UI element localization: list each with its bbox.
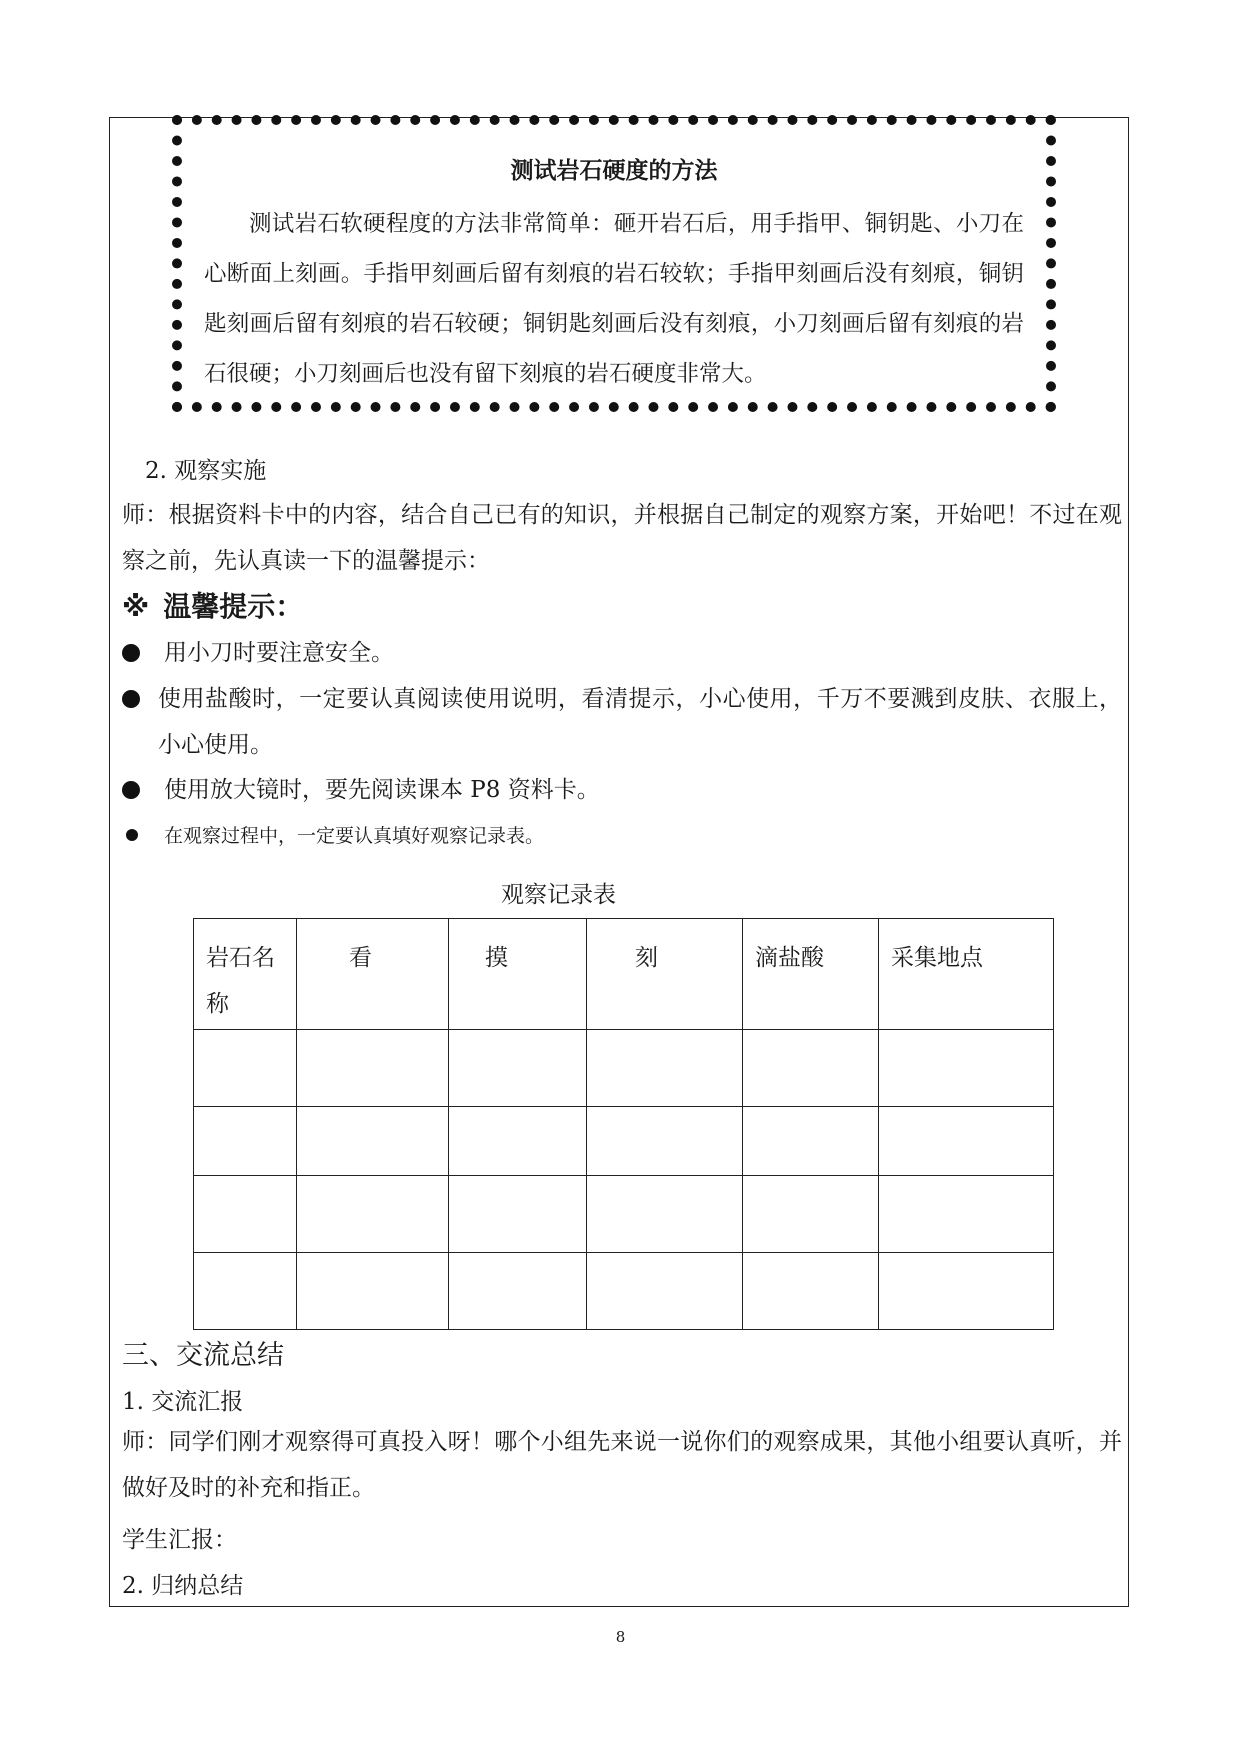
tips-title	[122, 585, 303, 625]
bullet-icon	[122, 781, 140, 799]
table-cell[interactable]	[449, 1030, 587, 1107]
header-location: 采集地点	[891, 945, 983, 971]
info-card	[172, 115, 1056, 412]
header-cell	[297, 919, 449, 1030]
header-cell	[587, 919, 743, 1030]
table-row	[194, 1176, 1054, 1253]
table-cell[interactable]	[743, 1253, 879, 1330]
table-cell[interactable]	[879, 1030, 1054, 1107]
header-cell	[449, 919, 587, 1030]
table-cell[interactable]	[297, 1253, 449, 1330]
bullet-icon	[122, 690, 140, 708]
table-cell[interactable]	[194, 1176, 297, 1253]
summary-teacher-text: 师：同学们刚才观察得可真投入呀！哪个小组先来说一说你们的观察成果，其他小组要认真听，并做好及时的补充和指正。	[122, 1429, 1122, 1501]
table-cell[interactable]	[194, 1107, 297, 1176]
tip-item-text: 使用盐酸时，一定要认真阅读使用说明，看清提示，小心使用，千万不要溅到皮肤、衣服上，小心使用。	[158, 686, 1122, 758]
table-row	[194, 1107, 1054, 1176]
table-cell[interactable]	[297, 1176, 449, 1253]
bullet-icon	[122, 644, 140, 662]
table-cell[interactable]	[449, 1253, 587, 1330]
header-rock-name: 岩石名称	[206, 945, 275, 1017]
header-cell	[194, 919, 297, 1030]
tip-item-text: 使用放大镜时，要先阅读课本 P8 资料卡。	[164, 777, 600, 803]
header-scratch: 刻	[635, 945, 658, 971]
table-cell[interactable]	[587, 1253, 743, 1330]
table-cell[interactable]	[449, 1107, 587, 1176]
section-heading-summary: 三、交流总结	[122, 1340, 284, 1371]
header-cell	[879, 919, 1054, 1030]
observe-heading: 2. 观察实施	[145, 458, 267, 484]
sub-heading-report: 1. 交流汇报	[122, 1389, 244, 1415]
table-row	[194, 1253, 1054, 1330]
table-cell[interactable]	[587, 1176, 743, 1253]
student-report-label: 学生汇报：	[122, 1527, 237, 1553]
info-card-body: 测试岩石软硬程度的方法非常简单：砸开岩石后，用手指甲、铜钥匙、小刀在心断面上刻画。手指甲刻画后留有刻痕的岩石较软；手指甲刻画后没有刻痕，铜钥匙刻画后留有刻痕的岩石较硬；铜钥匙刻画后没有刻痕，小刀刻画后留有刻痕的岩石很硬；小刀刻画后也没有留下刻痕的岩石硬度非常大。	[204, 211, 1024, 387]
header-acid: 滴盐酸	[755, 945, 824, 971]
observation-record-table	[193, 918, 1054, 1330]
observe-teacher-text: 师：根据资料卡中的内容，结合自己已有的知识，并根据自己制定的观察方案，开始吧！不过在观察之前，先认真读一下的温馨提示：	[122, 502, 1122, 574]
table-cell[interactable]	[587, 1107, 743, 1176]
table-cell[interactable]	[297, 1030, 449, 1107]
table-cell[interactable]	[587, 1030, 743, 1107]
table-cell[interactable]	[743, 1030, 879, 1107]
table-row	[194, 1030, 1054, 1107]
table-cell[interactable]	[297, 1107, 449, 1176]
table-cell[interactable]	[743, 1107, 879, 1176]
reference-mark-icon: ※	[122, 590, 150, 623]
tips-title-label: 温馨提示：	[163, 590, 304, 623]
table-cell[interactable]	[194, 1253, 297, 1330]
table-cell[interactable]	[194, 1030, 297, 1107]
bullet-icon	[126, 829, 138, 841]
page-number: 8	[615, 1628, 626, 1646]
header-cell	[743, 919, 879, 1030]
info-card-title: 测试岩石硬度的方法	[510, 157, 718, 184]
sub-heading-conclusion: 2. 归纳总结	[122, 1573, 244, 1599]
table-cell[interactable]	[743, 1176, 879, 1253]
table-header-row	[194, 919, 1054, 1030]
table-caption: 观察记录表	[501, 882, 616, 908]
header-look: 看	[349, 945, 372, 971]
table-cell[interactable]	[879, 1176, 1054, 1253]
tip-item-text: 用小刀时要注意安全。	[164, 640, 394, 666]
tip-item-text: 在观察过程中，一定要认真填好观察记录表。	[164, 825, 545, 847]
header-touch: 摸	[485, 945, 508, 971]
table-cell[interactable]	[879, 1253, 1054, 1330]
table-cell[interactable]	[879, 1107, 1054, 1176]
table-cell[interactable]	[449, 1176, 587, 1253]
